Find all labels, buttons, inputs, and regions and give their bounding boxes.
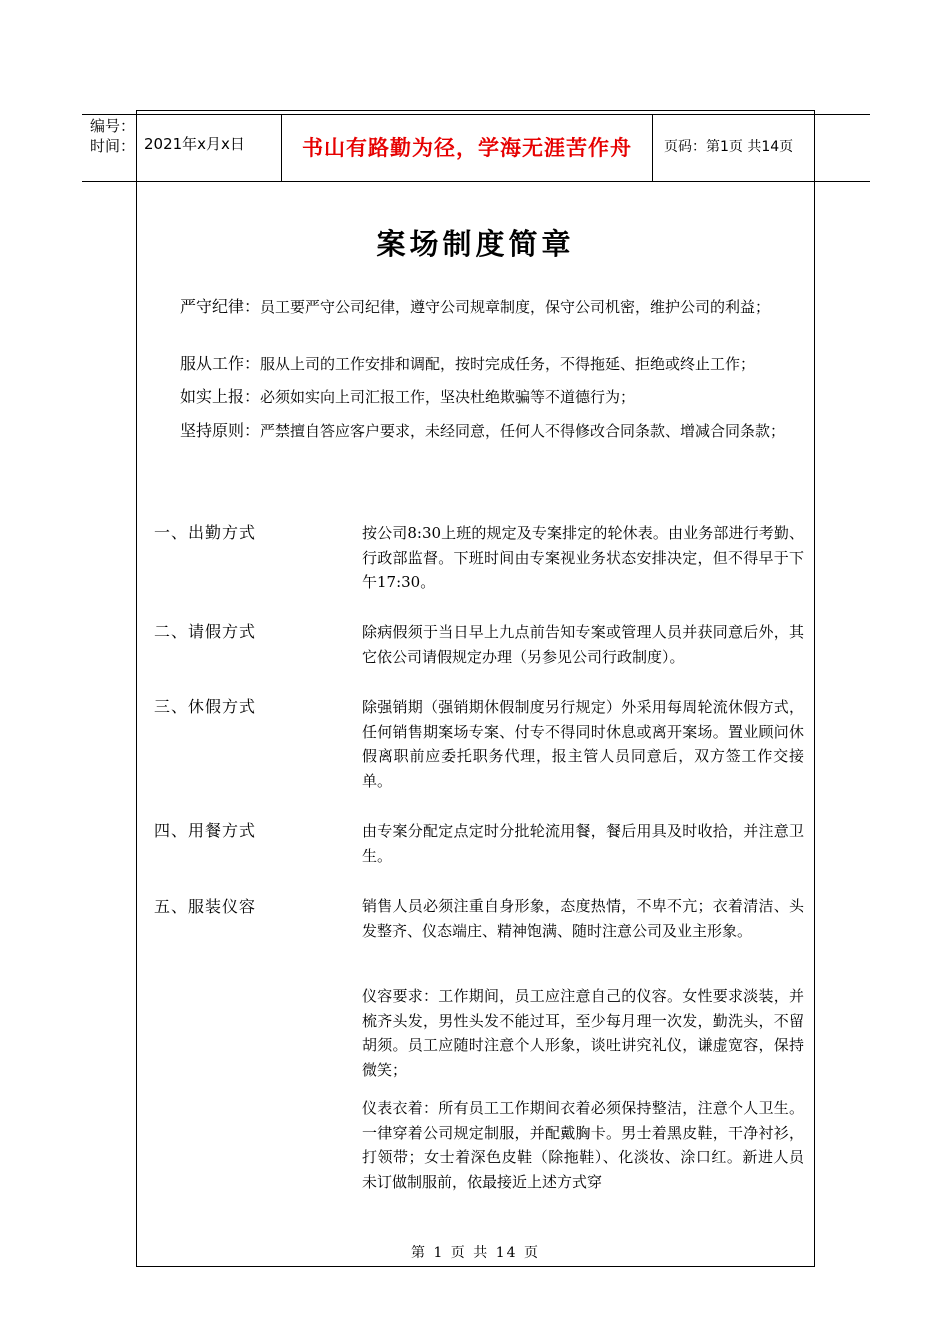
- header-bottom-rule: [82, 181, 870, 182]
- rule-text: 服从上司的工作安排和调配，按时完成任务，不得拖延、拒绝或终止工作；: [260, 355, 756, 373]
- section-label: 四、用餐方式: [154, 821, 257, 840]
- rule-text: 必须如实向上司汇报工作，坚决杜绝欺骗等不道德行为；: [260, 388, 636, 406]
- header-divider-2: [652, 114, 653, 181]
- rule-text: 严禁擅自答应客户要求，未经同意，任何人不得修改合同条款、增减合同条款；: [260, 422, 786, 440]
- section-paragraph: 仪表衣着：所有员工工作期间衣着必须保持整洁，注意个人卫生。一律穿着公司规定制服，并配戴胸卡。男士着黑皮鞋，干净衬衫，打领带；女士着深色皮鞋（除拖鞋）、化淡妆、涂口红。新进人员未订做制服前，依最接近上述方式穿: [362, 1099, 804, 1191]
- rule-label: 严守纪律：: [180, 297, 261, 316]
- rule-item: [180, 351, 810, 377]
- section-paragraph: 除强销期（强销期休假制度另行规定）外采用每周轮流休假方式，任何销售期案场专案、付专不得同时休息或离开案场。置业顾问休假离职前应委托职务代理，报主管人员同意后，双方签工作交接单。: [362, 698, 804, 790]
- rule-label: 服从工作：: [180, 354, 261, 373]
- section-paragraph: 除病假须于当日早上九点前告知专案或管理人员并获同意后外，其它依公司请假规定办理（另参见公司行政制度）。: [362, 623, 804, 666]
- page-footer: 第 1 页 共 14 页: [411, 1245, 540, 1261]
- rule-item: [180, 384, 810, 410]
- document-title: 案场制度简章: [376, 227, 575, 261]
- header-date: 2021年x月x日: [144, 135, 245, 153]
- rule-text: 员工要严守公司纪律，遵守公司规章制度，保守公司机密，维护公司的利益；: [260, 298, 771, 316]
- rule-item: [180, 418, 810, 444]
- rule-label: 坚持原则：: [180, 421, 261, 440]
- section-label: 二、请假方式: [154, 622, 257, 641]
- header-motto: 书山有路勤为径，学海无涯苦作舟: [302, 136, 632, 160]
- section-paragraph: 由专案分配定点定时分批轮流用餐，餐后用具及时收拾，并注意卫生。: [362, 822, 804, 865]
- page-frame: [136, 110, 815, 1267]
- section-paragraph: 仪容要求：工作期间，员工应注意自己的仪容。女性要求淡装，并梳齐头发，男性头发不能过耳，至少每月理一次发，勤洗头，不留胡须。员工应随时注意个人形象，谈吐讲究礼仪，谦虚宽容，保持微笑；: [362, 987, 804, 1079]
- time-label: 时间：: [90, 137, 136, 155]
- section-paragraph: 按公司8:30上班的规定及专案排定的轮休表。由业务部进行考勤、行政部监督。下班时间由专案视业务状态安排决定，但不得早于下午17:30。: [362, 524, 804, 591]
- section-label: 一、出勤方式: [154, 523, 257, 542]
- header-page-info: 页码：第1页 共14页: [664, 139, 794, 155]
- number-label: 编号：: [90, 117, 136, 135]
- section-label: 三、休假方式: [154, 697, 257, 716]
- rule-item: [180, 294, 810, 320]
- header-top-rule: [82, 114, 870, 115]
- section-paragraph: 销售人员必须注重自身形象，态度热情，不卑不亢；衣着清洁、头发整齐、仪态端庄、精神饱满、随时注意公司及业主形象。: [362, 897, 804, 940]
- rule-label: 如实上报：: [180, 387, 261, 406]
- section-label: 五、服装仪容: [154, 897, 257, 916]
